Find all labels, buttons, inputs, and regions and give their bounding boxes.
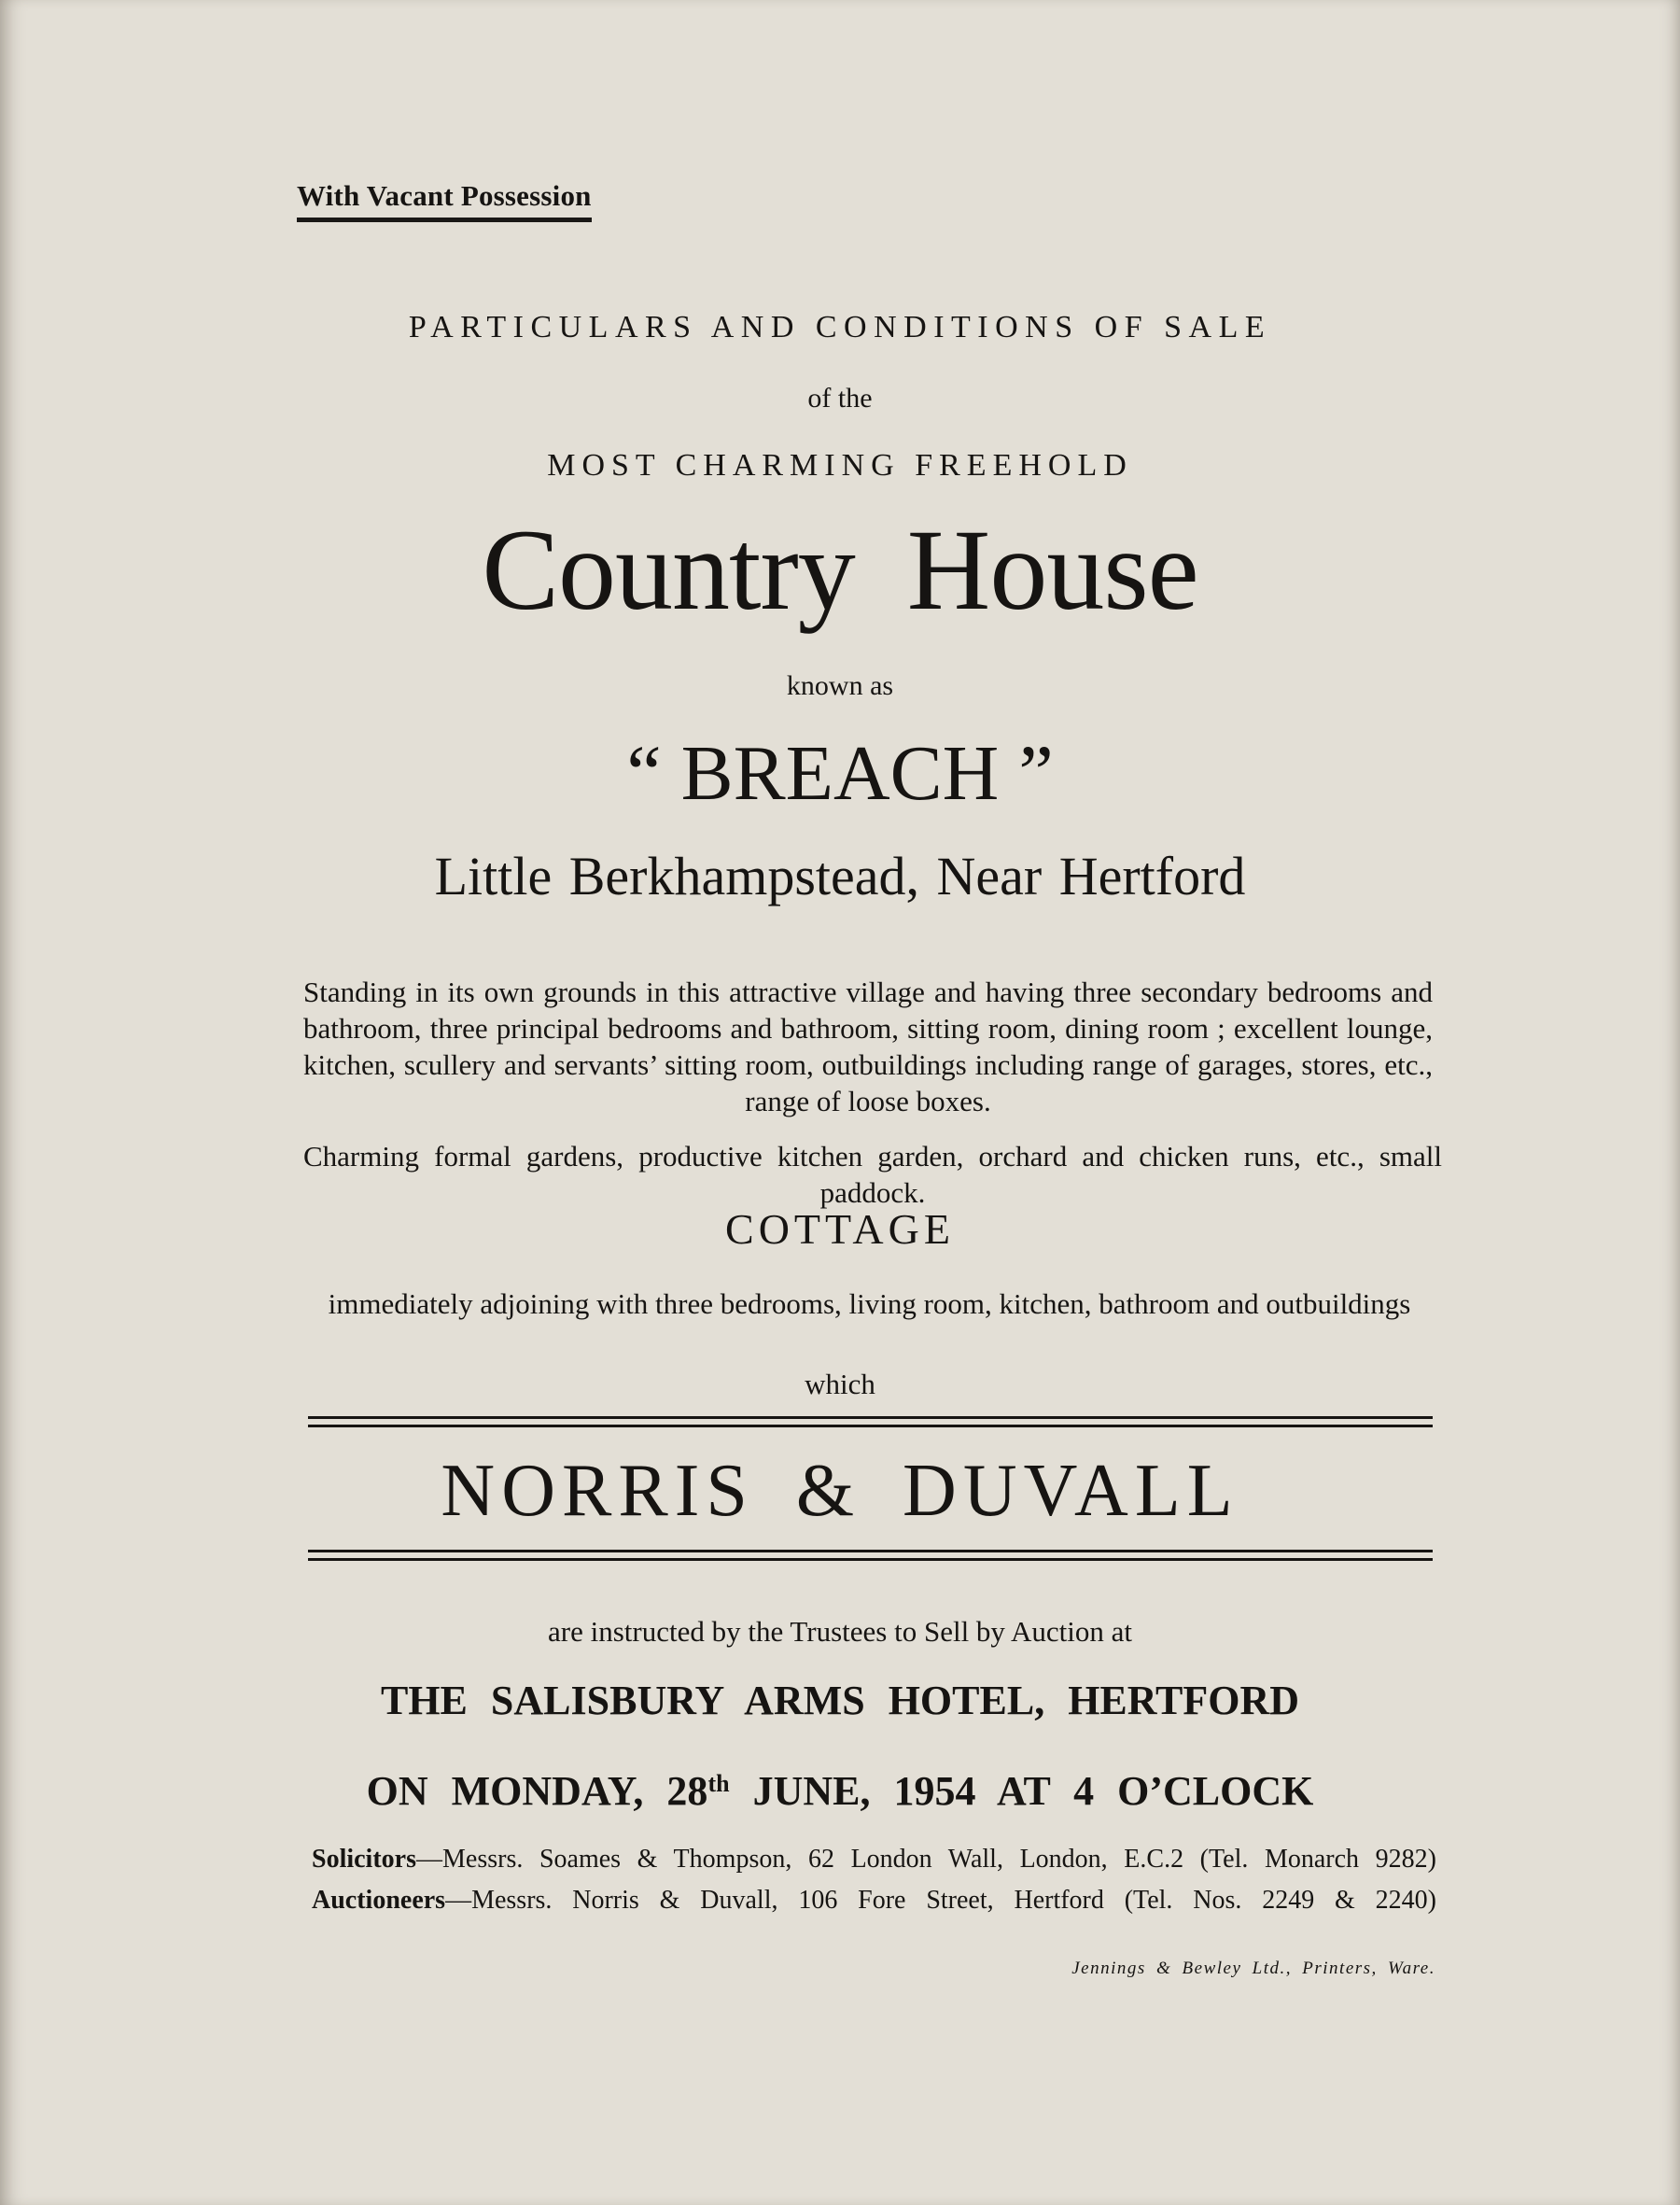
- main-title: Country House: [482, 506, 1198, 634]
- printer-credit: Jennings & Bewley Ltd., Printers, Ware.: [1071, 1959, 1435, 1978]
- cottage-paragraph: immediately adjoining with three bedrooms, living room, kitchen, bathroom and outbuildings: [328, 1287, 1411, 1320]
- divider-rule: [308, 1425, 1433, 1427]
- title-of-the: of the: [807, 383, 873, 414]
- sale-venue: THE SALISBURY ARMS HOTEL, HERTFORD: [380, 1678, 1300, 1723]
- title-freehold: MOST CHARMING FREEHOLD: [547, 448, 1133, 483]
- divider-rule: [308, 1416, 1433, 1419]
- solicitors-label: Solicitors: [312, 1845, 416, 1874]
- cottage-heading: COTTAGE: [725, 1205, 955, 1253]
- sale-date-prefix: ON MONDAY, 28: [366, 1768, 708, 1814]
- instruction-text: are instructed by the Trustees to Sell by Auction at: [548, 1615, 1132, 1648]
- auctioneers-details: —Messrs. Norris & Duvall, 106 Fore Street, Hertford (Tel. Nos. 2249 & 2240): [445, 1886, 1436, 1915]
- auctioneers-line: [312, 1886, 1436, 1916]
- sale-date-ordinal: th: [707, 1770, 730, 1797]
- auctioneers-label: Auctioneers: [312, 1886, 446, 1915]
- description-paragraph: Standing in its own grounds in this attractive village and having three secondary bedrooms and bathroom, three principal bedrooms and bathroom, sitting room, dining room ; excellent lounge, kitchen, scullery and servants’ sitting room, outbuildings including range of garages, stores, etc., range of loose boxes.: [303, 976, 1433, 1117]
- solicitors-details: —Messrs. Soames & Thompson, 62 London Wall, London, E.C.2 (Tel. Monarch 9282): [416, 1845, 1436, 1874]
- title-particulars: PARTICULARS AND CONDITIONS OF SALE: [408, 310, 1272, 344]
- solicitors-line: [312, 1845, 1436, 1875]
- divider-rule: [308, 1558, 1433, 1561]
- property-name: “ BREACH ”: [626, 730, 1054, 817]
- gardens-paragraph: Charming formal gardens, productive kitchen garden, orchard and chicken runs, etc., small paddock.: [303, 1140, 1442, 1209]
- divider-rule: [308, 1550, 1433, 1552]
- which-text: which: [805, 1368, 875, 1400]
- auctioneer-name: NORRIS & DUVALL: [441, 1450, 1239, 1532]
- sale-date-rest: JUNE, 1954 AT 4 O’CLOCK: [729, 1768, 1314, 1814]
- vacant-possession-label: With Vacant Possession: [297, 179, 592, 222]
- property-location: Little Berkhampstead, Near Hertford: [434, 846, 1246, 906]
- sale-date: [0, 1767, 1680, 1815]
- known-as: known as: [786, 670, 894, 701]
